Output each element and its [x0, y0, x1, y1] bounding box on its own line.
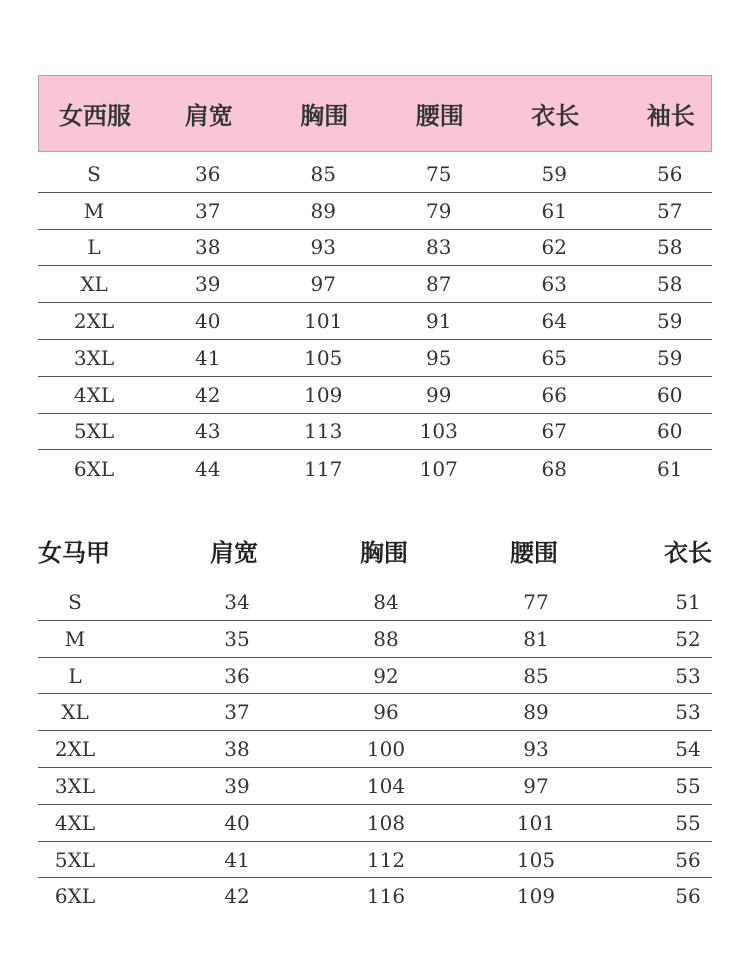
cell-size: 2XL: [73, 309, 115, 334]
cell-bust: 116: [366, 884, 406, 909]
cell-length: 55: [675, 773, 701, 798]
cell-sleeve: 61: [657, 456, 683, 481]
table-row: [38, 156, 712, 193]
cell-shoulder: 38: [224, 737, 250, 762]
table-row: [38, 584, 712, 621]
cell-shoulder: 42: [224, 884, 250, 909]
cell-length: 59: [541, 161, 567, 186]
cell-length: 63: [541, 272, 567, 297]
cell-size: S: [87, 161, 101, 186]
cell-size: L: [87, 235, 101, 260]
cell-length: 61: [541, 198, 567, 223]
cell-shoulder: 40: [224, 810, 250, 835]
cell-waist: 109: [516, 884, 556, 909]
header-cell-shoulder: 肩宽: [210, 537, 258, 567]
cell-length: 54: [675, 737, 701, 762]
cell-size: 3XL: [54, 773, 96, 798]
table-row: [38, 731, 712, 768]
cell-shoulder: 37: [224, 700, 250, 725]
header-cell-bust: 胸围: [300, 101, 349, 130]
cell-size: 3XL: [73, 345, 115, 370]
cell-length: 65: [541, 345, 567, 370]
cell-shoulder: 38: [195, 235, 221, 260]
cell-length: 66: [541, 382, 567, 407]
cell-bust: 92: [373, 663, 399, 688]
cell-bust: 101: [304, 309, 343, 334]
cell-waist: 103: [419, 419, 458, 444]
cell-waist: 79: [426, 198, 452, 223]
cell-length: 56: [675, 884, 701, 909]
table-row: [38, 842, 712, 879]
cell-length: 52: [675, 626, 701, 651]
cell-shoulder: 37: [195, 198, 221, 223]
cell-waist: 101: [516, 810, 556, 835]
cell-size: 5XL: [54, 847, 96, 872]
cell-length: 53: [675, 700, 701, 725]
cell-shoulder: 34: [224, 590, 250, 614]
cell-shoulder: 40: [195, 309, 221, 334]
cell-waist: 75: [426, 161, 452, 186]
cell-shoulder: 41: [224, 847, 250, 872]
cell-size: 6XL: [73, 456, 115, 481]
cell-size: M: [64, 626, 86, 651]
cell-waist: 81: [523, 626, 549, 651]
cell-waist: 91: [426, 309, 452, 334]
cell-length: 62: [541, 235, 567, 260]
cell-bust: 117: [304, 456, 343, 481]
cell-shoulder: 39: [195, 272, 221, 297]
cell-length: 55: [675, 810, 701, 835]
cell-waist: 85: [523, 663, 549, 688]
cell-length: 67: [541, 419, 567, 444]
table-row: [38, 266, 712, 303]
cell-waist: 93: [523, 737, 549, 762]
table-row: [38, 878, 712, 915]
cell-size: 5XL: [73, 419, 115, 444]
cell-length: 53: [675, 663, 701, 688]
header-cell-shoulder: 肩宽: [184, 101, 233, 130]
cell-sleeve: 60: [657, 382, 683, 407]
table-row: [38, 621, 712, 658]
suit-size-table: [38, 75, 712, 487]
cell-waist: 89: [523, 700, 549, 725]
cell-length: 68: [541, 456, 567, 481]
header-cell-sleeve: 袖长: [646, 101, 695, 130]
cell-size: XL: [80, 272, 108, 297]
table-row: [38, 230, 712, 267]
cell-length: 56: [675, 847, 701, 872]
cell-sleeve: 59: [657, 345, 683, 370]
cell-shoulder: 36: [195, 161, 221, 186]
vest-size-table: [38, 528, 712, 915]
vest-table-header: [38, 528, 712, 572]
cell-bust: 113: [304, 419, 343, 444]
header-cell-length: 衣长: [664, 537, 712, 567]
table-row: [38, 340, 712, 377]
cell-bust: 104: [366, 773, 406, 798]
cell-size: XL: [61, 700, 89, 725]
cell-shoulder: 43: [195, 419, 221, 444]
cell-length: 64: [541, 309, 567, 334]
cell-bust: 109: [304, 382, 343, 407]
header-cell-waist: 腰围: [415, 101, 464, 130]
header-cell-waist: 腰围: [510, 537, 558, 567]
cell-sleeve: 60: [657, 419, 683, 444]
suit-table-header: [38, 75, 712, 152]
cell-size: 6XL: [54, 884, 96, 909]
table-row: [38, 303, 712, 340]
cell-bust: 88: [373, 626, 399, 651]
cell-waist: 99: [426, 382, 452, 407]
cell-bust: 96: [373, 700, 399, 725]
table-row: [38, 377, 712, 414]
table-row: [38, 450, 712, 487]
cell-bust: 97: [310, 272, 336, 297]
cell-bust: 108: [366, 810, 406, 835]
cell-shoulder: 39: [224, 773, 250, 798]
cell-waist: 105: [516, 847, 556, 872]
cell-waist: 107: [419, 456, 458, 481]
cell-size: 4XL: [54, 810, 96, 835]
table-row: [38, 768, 712, 805]
cell-sleeve: 58: [657, 272, 683, 297]
cell-bust: 112: [366, 847, 406, 872]
vest-table-body: [38, 584, 712, 915]
cell-waist: 87: [426, 272, 452, 297]
table-row: [38, 658, 712, 695]
cell-shoulder: 35: [224, 626, 250, 651]
cell-shoulder: 36: [224, 663, 250, 688]
cell-bust: 84: [373, 590, 399, 614]
cell-sleeve: 56: [657, 161, 683, 186]
cell-bust: 85: [310, 161, 336, 186]
table-row: [38, 414, 712, 451]
cell-waist: 83: [426, 235, 452, 260]
cell-size: S: [68, 590, 82, 614]
cell-bust: 89: [310, 198, 336, 223]
cell-size: 4XL: [73, 382, 115, 407]
cell-size: M: [83, 198, 105, 223]
cell-bust: 100: [366, 737, 406, 762]
cell-sleeve: 57: [657, 198, 683, 223]
cell-length: 51: [675, 590, 701, 614]
cell-waist: 77: [523, 590, 549, 614]
header-cell-garment: 女马甲: [38, 537, 110, 567]
cell-waist: 95: [426, 345, 452, 370]
cell-bust: 105: [304, 345, 343, 370]
header-cell-garment: 女西服: [59, 101, 131, 130]
cell-bust: 93: [310, 235, 336, 260]
header-cell-bust: 胸围: [360, 537, 408, 567]
cell-sleeve: 58: [657, 235, 683, 260]
header-cell-length: 衣长: [531, 101, 580, 130]
cell-shoulder: 44: [195, 456, 221, 481]
cell-shoulder: 42: [195, 382, 221, 407]
cell-waist: 97: [523, 773, 549, 798]
table-row: [38, 805, 712, 842]
suit-table-body: [38, 152, 712, 487]
cell-size: L: [68, 663, 82, 688]
cell-shoulder: 41: [195, 345, 221, 370]
table-row: [38, 193, 712, 230]
cell-size: 2XL: [54, 737, 96, 762]
table-row: [38, 694, 712, 731]
cell-sleeve: 59: [657, 309, 683, 334]
